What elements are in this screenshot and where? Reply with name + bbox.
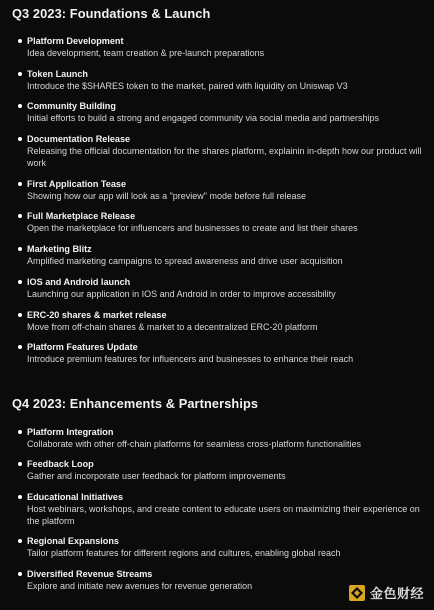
milestone-description: Introduce premium features for influencers and businesses to enhance their reach	[27, 354, 354, 365]
bullet-icon	[18, 430, 22, 434]
jinse-logo-icon	[348, 584, 366, 602]
bullet-icon	[18, 280, 22, 284]
milestone-description: Releasing the official documentation for the shares platform, explainin in-depth how our product will work	[27, 146, 422, 169]
milestone-title: Feedback Loop	[27, 459, 94, 470]
milestone-title: IOS and Android launch	[27, 276, 131, 287]
milestone-title: Documentation Release	[27, 134, 131, 145]
milestone-title: Platform Integration	[27, 427, 114, 437]
milestone-title: ERC-20 shares & market release	[27, 309, 167, 320]
milestone-item	[12, 341, 426, 365]
milestone-description: Open the marketplace for influencers and businesses to create and list their shares	[27, 223, 358, 234]
milestone-description: Collaborate with other off-chain platforms for seamless cross-platform functionalities	[27, 439, 361, 449]
bullet-icon	[18, 214, 22, 218]
bullet-icon	[18, 462, 22, 466]
milestone-title: Community Building	[27, 101, 116, 112]
bullet-icon	[18, 313, 22, 317]
watermark	[348, 583, 424, 602]
milestone-description: Introduce the $SHARES token to the market, paired with liquidity on Uniswap V3	[27, 80, 348, 91]
watermark-text: 金色财经	[369, 587, 424, 602]
milestone-description: Gather and incorporate user feedback for platform improvements	[27, 471, 286, 482]
milestone-description: Launching our application in IOS and Android in order to improve accessibility	[27, 288, 336, 299]
bullet-icon	[18, 247, 22, 251]
milestone-item	[12, 100, 426, 124]
milestone-item	[12, 243, 426, 267]
q4-heading: Q4 2023: Enhancements & Partnerships	[12, 396, 259, 411]
milestone-description: Amplified marketing campaigns to spread awareness and drive user acquisition	[27, 256, 343, 267]
milestone-item	[12, 458, 426, 482]
bullet-icon	[18, 137, 22, 141]
milestone-item	[12, 491, 426, 527]
q4-section	[12, 396, 426, 600]
bullet-icon	[18, 539, 22, 543]
milestone-description: Move from off-chain shares & market to a decentralized ERC-20 platform	[27, 321, 318, 332]
milestone-title: Diversified Revenue Streams	[27, 568, 153, 579]
bullet-icon	[18, 39, 22, 43]
milestone-description: Initial efforts to build a strong and engaged community via social media and partnerships	[27, 113, 380, 124]
milestone-description: Explore and initiate new avenues for revenue generation	[27, 580, 253, 591]
milestone-title: Platform Features Update	[27, 342, 138, 353]
q4-milestone-list	[12, 426, 426, 592]
bullet-icon	[18, 572, 22, 576]
milestone-description: Host webinars, workshops, and create content to educate users on maximizing their experience on the platform	[27, 503, 420, 526]
milestone-item	[12, 309, 426, 333]
milestone-description: Showing how our app will look as a "preview" mode before full release	[27, 190, 307, 201]
bullet-icon	[18, 182, 22, 186]
milestone-title: Token Launch	[27, 68, 88, 79]
milestone-title: Marketing Blitz	[27, 244, 92, 255]
milestone-item	[12, 178, 426, 202]
milestone-title: Full Marketplace Release	[27, 211, 136, 222]
q3-section	[12, 6, 426, 374]
milestone-item	[12, 426, 426, 450]
milestone-title: First Application Tease	[27, 178, 127, 189]
milestone-item	[12, 210, 426, 234]
milestone-item	[12, 276, 426, 300]
milestone-item	[12, 133, 426, 169]
bullet-icon	[18, 104, 22, 108]
milestone-title: Regional Expansions	[27, 536, 119, 547]
milestone-item	[12, 35, 426, 59]
q3-milestone-list	[12, 35, 426, 365]
bullet-icon	[18, 495, 22, 499]
bullet-icon	[18, 72, 22, 76]
milestone-item	[12, 535, 426, 559]
milestone-description: Idea development, team creation & pre-launch preparations	[27, 48, 265, 58]
milestone-item	[12, 68, 426, 92]
q3-heading: Q3 2023: Foundations & Launch	[12, 6, 211, 21]
milestone-title: Platform Development	[27, 36, 124, 46]
milestone-description: Tailor platform features for different regions and cultures, enabling global reach	[27, 548, 341, 559]
milestone-title: Educational Initiatives	[27, 491, 124, 502]
bullet-icon	[18, 345, 22, 349]
